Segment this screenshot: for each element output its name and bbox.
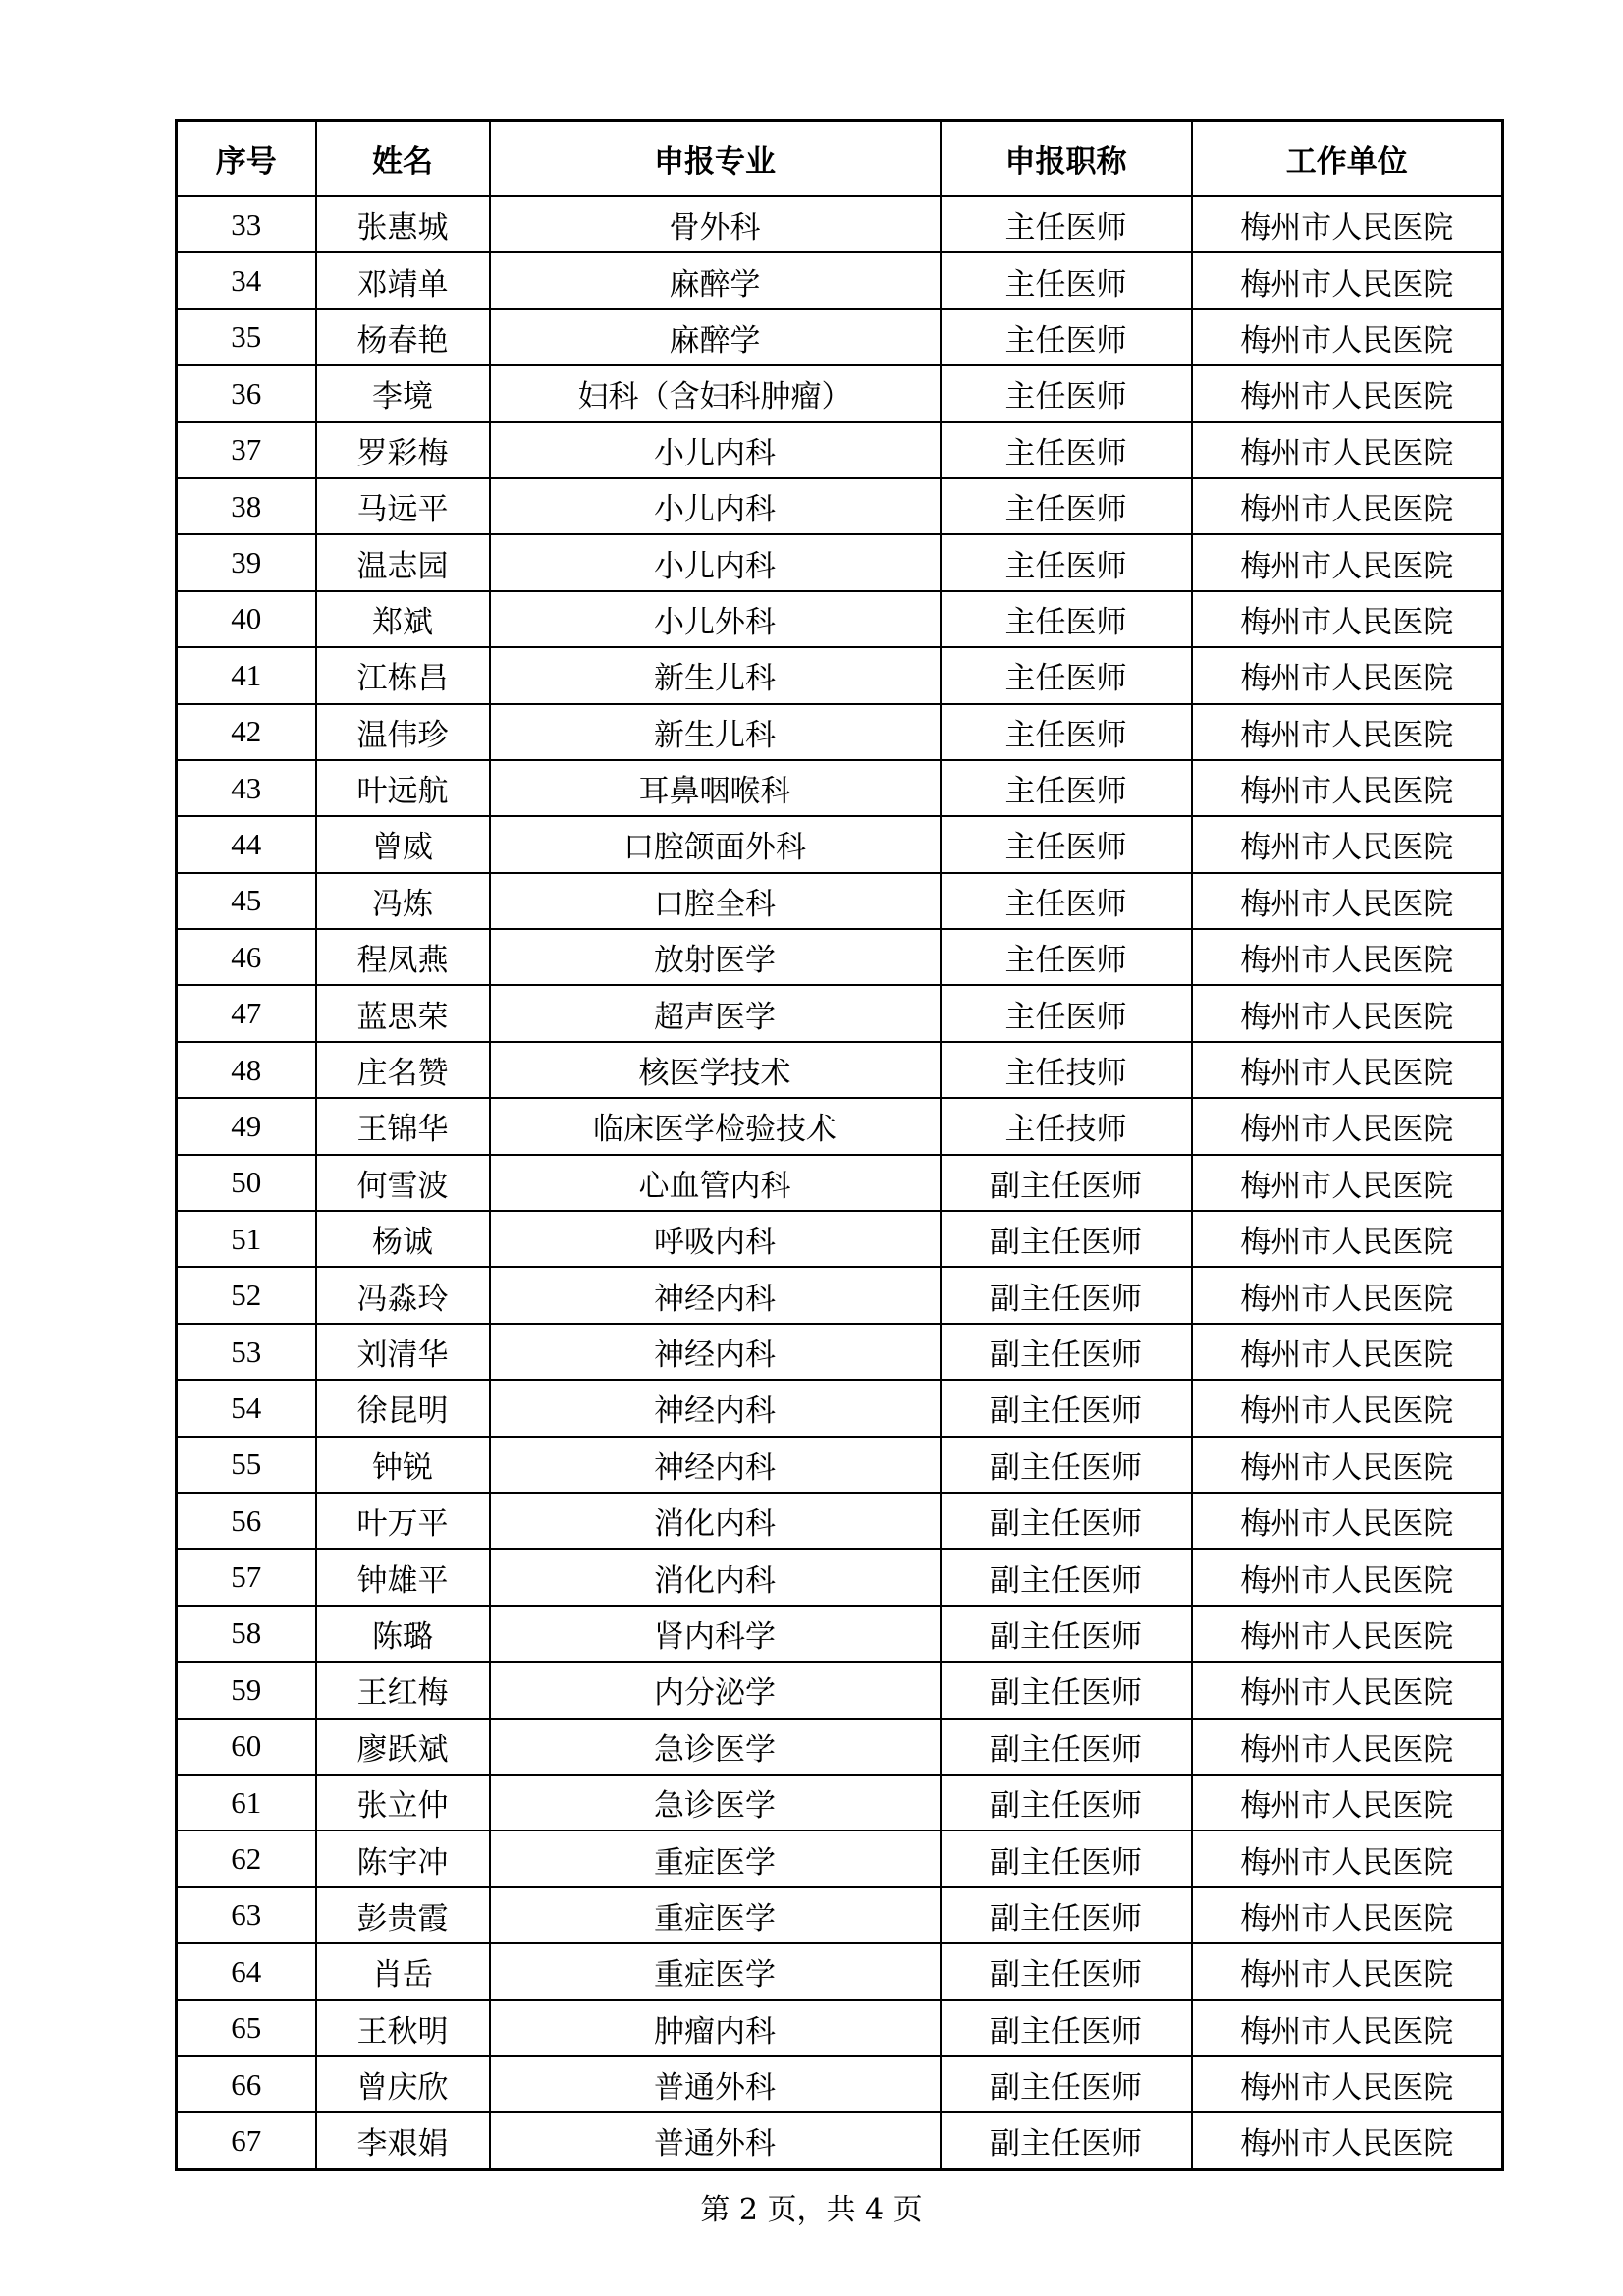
cell-serial-number: 65: [177, 2000, 316, 2056]
cell-major: 耳鼻咽喉科: [490, 760, 941, 816]
table-row: [177, 1042, 1503, 1098]
cell-major: 消化内科: [490, 1493, 941, 1549]
table-row: [177, 1775, 1503, 1831]
cell-work-unit: 梅州市人民医院: [1192, 1549, 1503, 1605]
cell-title: 副主任医师: [941, 1662, 1192, 1718]
cell-serial-number: 66: [177, 2056, 316, 2112]
cell-serial-number: 67: [177, 2112, 316, 2169]
cell-title: 副主任医师: [941, 1887, 1192, 1943]
header-title: 申报职称: [941, 121, 1192, 197]
cell-work-unit: 梅州市人民医院: [1192, 196, 1503, 252]
cell-name: 钟雄平: [316, 1549, 490, 1605]
cell-serial-number: 41: [177, 647, 316, 703]
cell-title: 主任医师: [941, 252, 1192, 308]
cell-serial-number: 53: [177, 1324, 316, 1380]
cell-major: 口腔颌面外科: [490, 816, 941, 872]
cell-name: 张惠城: [316, 196, 490, 252]
table-row: [177, 2056, 1503, 2112]
cell-work-unit: 梅州市人民医院: [1192, 1437, 1503, 1493]
cell-major: 重症医学: [490, 1831, 941, 1886]
cell-title: 副主任医师: [941, 1549, 1192, 1605]
table-row: [177, 873, 1503, 929]
cell-name: 张立仲: [316, 1775, 490, 1831]
cell-major: 普通外科: [490, 2112, 941, 2169]
cell-major: 小儿内科: [490, 422, 941, 478]
cell-major: 麻醉学: [490, 252, 941, 308]
cell-major: 急诊医学: [490, 1719, 941, 1775]
cell-work-unit: 梅州市人民医院: [1192, 816, 1503, 872]
cell-serial-number: 56: [177, 1493, 316, 1549]
header-serial-number: 序号: [177, 121, 316, 197]
cell-title: 主任医师: [941, 647, 1192, 703]
cell-name: 廖跃斌: [316, 1719, 490, 1775]
table-row: [177, 704, 1503, 760]
cell-major: 临床医学检验技术: [490, 1098, 941, 1154]
cell-serial-number: 55: [177, 1437, 316, 1493]
cell-serial-number: 44: [177, 816, 316, 872]
cell-serial-number: 34: [177, 252, 316, 308]
cell-title: 主任医师: [941, 534, 1192, 590]
table-row: [177, 1437, 1503, 1493]
cell-name: 李境: [316, 365, 490, 421]
cell-work-unit: 梅州市人民医院: [1192, 1887, 1503, 1943]
cell-serial-number: 59: [177, 1662, 316, 1718]
cell-work-unit: 梅州市人民医院: [1192, 1719, 1503, 1775]
cell-serial-number: 38: [177, 478, 316, 534]
cell-title: 副主任医师: [941, 1831, 1192, 1886]
cell-name: 蓝思荣: [316, 985, 490, 1041]
cell-name: 李艰娟: [316, 2112, 490, 2169]
cell-major: 口腔全科: [490, 873, 941, 929]
cell-major: 放射医学: [490, 929, 941, 985]
table-row: [177, 1831, 1503, 1886]
table-row: [177, 760, 1503, 816]
cell-title: 副主任医师: [941, 1211, 1192, 1267]
cell-major: 麻醉学: [490, 309, 941, 365]
cell-serial-number: 58: [177, 1606, 316, 1662]
cell-major: 神经内科: [490, 1437, 941, 1493]
table-row: [177, 196, 1503, 252]
cell-name: 叶万平: [316, 1493, 490, 1549]
roster-table: [175, 119, 1504, 2171]
cell-work-unit: 梅州市人民医院: [1192, 1380, 1503, 1436]
header-name: 姓名: [316, 121, 490, 197]
cell-serial-number: 36: [177, 365, 316, 421]
cell-major: 骨外科: [490, 196, 941, 252]
cell-work-unit: 梅州市人民医院: [1192, 985, 1503, 1041]
cell-title: 主任医师: [941, 704, 1192, 760]
cell-work-unit: 梅州市人民医院: [1192, 1606, 1503, 1662]
cell-work-unit: 梅州市人民医院: [1192, 760, 1503, 816]
cell-title: 主任医师: [941, 985, 1192, 1041]
cell-title: 副主任医师: [941, 1943, 1192, 1999]
cell-name: 马远平: [316, 478, 490, 534]
cell-title: 主任医师: [941, 478, 1192, 534]
cell-name: 曾庆欣: [316, 2056, 490, 2112]
cell-title: 副主任医师: [941, 2112, 1192, 2169]
cell-major: 重症医学: [490, 1887, 941, 1943]
cell-name: 陈璐: [316, 1606, 490, 1662]
table-row: [177, 1324, 1503, 1380]
cell-serial-number: 62: [177, 1831, 316, 1886]
cell-serial-number: 33: [177, 196, 316, 252]
cell-name: 温志园: [316, 534, 490, 590]
cell-name: 何雪波: [316, 1155, 490, 1211]
cell-title: 主任医师: [941, 760, 1192, 816]
table-row: [177, 591, 1503, 647]
cell-major: 超声医学: [490, 985, 941, 1041]
cell-major: 重症医学: [490, 1943, 941, 1999]
cell-title: 副主任医师: [941, 1493, 1192, 1549]
cell-name: 庄名赞: [316, 1042, 490, 1098]
cell-serial-number: 39: [177, 534, 316, 590]
cell-name: 江栋昌: [316, 647, 490, 703]
cell-name: 王秋明: [316, 2000, 490, 2056]
cell-serial-number: 52: [177, 1267, 316, 1323]
cell-serial-number: 51: [177, 1211, 316, 1267]
cell-major: 新生儿科: [490, 647, 941, 703]
cell-title: 主任技师: [941, 1042, 1192, 1098]
header-major: 申报专业: [490, 121, 941, 197]
table-row: [177, 1267, 1503, 1323]
cell-work-unit: 梅州市人民医院: [1192, 365, 1503, 421]
cell-work-unit: 梅州市人民医院: [1192, 1155, 1503, 1211]
cell-major: 神经内科: [490, 1267, 941, 1323]
cell-serial-number: 57: [177, 1549, 316, 1605]
cell-work-unit: 梅州市人民医院: [1192, 1324, 1503, 1380]
table-row: [177, 1662, 1503, 1718]
cell-serial-number: 47: [177, 985, 316, 1041]
table-row: [177, 309, 1503, 365]
cell-title: 副主任医师: [941, 1437, 1192, 1493]
cell-work-unit: 梅州市人民医院: [1192, 1493, 1503, 1549]
table-row: [177, 1943, 1503, 1999]
cell-work-unit: 梅州市人民医院: [1192, 2112, 1503, 2169]
cell-name: 温伟珍: [316, 704, 490, 760]
cell-name: 杨春艳: [316, 309, 490, 365]
cell-work-unit: 梅州市人民医院: [1192, 1775, 1503, 1831]
table-row: [177, 1549, 1503, 1605]
cell-title: 副主任医师: [941, 2000, 1192, 2056]
cell-title: 副主任医师: [941, 1775, 1192, 1831]
page-footer: 第 2 页，共 4 页: [700, 2193, 923, 2227]
cell-major: 肿瘤内科: [490, 2000, 941, 2056]
cell-name: 钟锐: [316, 1437, 490, 1493]
cell-work-unit: 梅州市人民医院: [1192, 1211, 1503, 1267]
table-row: [177, 1098, 1503, 1154]
cell-serial-number: 37: [177, 422, 316, 478]
cell-serial-number: 50: [177, 1155, 316, 1211]
cell-name: 邓靖单: [316, 252, 490, 308]
cell-title: 主任医师: [941, 365, 1192, 421]
table-row: [177, 1211, 1503, 1267]
cell-name: 刘清华: [316, 1324, 490, 1380]
cell-title: 副主任医师: [941, 1606, 1192, 1662]
table-row: [177, 2000, 1503, 2056]
cell-work-unit: 梅州市人民医院: [1192, 1098, 1503, 1154]
cell-serial-number: 46: [177, 929, 316, 985]
cell-work-unit: 梅州市人民医院: [1192, 647, 1503, 703]
header-row: [177, 121, 1503, 197]
cell-name: 肖岳: [316, 1943, 490, 1999]
cell-name: 冯炼: [316, 873, 490, 929]
cell-major: 妇科（含妇科肿瘤）: [490, 365, 941, 421]
cell-major: 小儿内科: [490, 534, 941, 590]
cell-work-unit: 梅州市人民医院: [1192, 591, 1503, 647]
cell-major: 新生儿科: [490, 704, 941, 760]
cell-name: 罗彩梅: [316, 422, 490, 478]
cell-serial-number: 35: [177, 309, 316, 365]
cell-title: 副主任医师: [941, 2056, 1192, 2112]
cell-major: 内分泌学: [490, 1662, 941, 1718]
cell-work-unit: 梅州市人民医院: [1192, 1943, 1503, 1999]
cell-serial-number: 45: [177, 873, 316, 929]
cell-major: 普通外科: [490, 2056, 941, 2112]
cell-serial-number: 60: [177, 1719, 316, 1775]
cell-major: 心血管内科: [490, 1155, 941, 1211]
table-row: [177, 1719, 1503, 1775]
roster-body: [177, 196, 1503, 2169]
cell-title: 主任医师: [941, 929, 1192, 985]
cell-work-unit: 梅州市人民医院: [1192, 2056, 1503, 2112]
table-row: [177, 1493, 1503, 1549]
table-row: [177, 2112, 1503, 2169]
cell-serial-number: 54: [177, 1380, 316, 1436]
cell-name: 彭贵霞: [316, 1887, 490, 1943]
table-row: [177, 647, 1503, 703]
cell-title: 副主任医师: [941, 1267, 1192, 1323]
cell-title: 主任医师: [941, 591, 1192, 647]
cell-major: 小儿内科: [490, 478, 941, 534]
cell-major: 急诊医学: [490, 1775, 941, 1831]
cell-title: 主任技师: [941, 1098, 1192, 1154]
cell-title: 主任医师: [941, 196, 1192, 252]
cell-name: 杨诚: [316, 1211, 490, 1267]
cell-major: 小儿外科: [490, 591, 941, 647]
table-row: [177, 365, 1503, 421]
cell-name: 叶远航: [316, 760, 490, 816]
cell-work-unit: 梅州市人民医院: [1192, 478, 1503, 534]
cell-work-unit: 梅州市人民医院: [1192, 873, 1503, 929]
table-row: [177, 478, 1503, 534]
cell-title: 副主任医师: [941, 1719, 1192, 1775]
cell-major: 肾内科学: [490, 1606, 941, 1662]
cell-work-unit: 梅州市人民医院: [1192, 1042, 1503, 1098]
cell-serial-number: 49: [177, 1098, 316, 1154]
cell-work-unit: 梅州市人民医院: [1192, 929, 1503, 985]
cell-work-unit: 梅州市人民医院: [1192, 1267, 1503, 1323]
header-work-unit: 工作单位: [1192, 121, 1503, 197]
table-row: [177, 1887, 1503, 1943]
cell-name: 王红梅: [316, 1662, 490, 1718]
cell-title: 主任医师: [941, 309, 1192, 365]
table-row: [177, 985, 1503, 1041]
cell-serial-number: 40: [177, 591, 316, 647]
table-row: [177, 1380, 1503, 1436]
cell-major: 神经内科: [490, 1324, 941, 1380]
table-row: [177, 929, 1503, 985]
cell-work-unit: 梅州市人民医院: [1192, 422, 1503, 478]
cell-work-unit: 梅州市人民医院: [1192, 534, 1503, 590]
cell-serial-number: 61: [177, 1775, 316, 1831]
cell-work-unit: 梅州市人民医院: [1192, 2000, 1503, 2056]
table-row: [177, 1606, 1503, 1662]
cell-title: 主任医师: [941, 873, 1192, 929]
cell-serial-number: 43: [177, 760, 316, 816]
cell-name: 冯淼玲: [316, 1267, 490, 1323]
cell-work-unit: 梅州市人民医院: [1192, 704, 1503, 760]
cell-major: 核医学技术: [490, 1042, 941, 1098]
cell-title: 副主任医师: [941, 1380, 1192, 1436]
cell-name: 徐昆明: [316, 1380, 490, 1436]
cell-serial-number: 63: [177, 1887, 316, 1943]
cell-serial-number: 64: [177, 1943, 316, 1999]
table-row: [177, 534, 1503, 590]
cell-serial-number: 48: [177, 1042, 316, 1098]
table-row: [177, 1155, 1503, 1211]
cell-work-unit: 梅州市人民医院: [1192, 1662, 1503, 1718]
cell-name: 郑斌: [316, 591, 490, 647]
cell-name: 曾威: [316, 816, 490, 872]
cell-work-unit: 梅州市人民医院: [1192, 309, 1503, 365]
cell-name: 陈宇冲: [316, 1831, 490, 1886]
cell-major: 呼吸内科: [490, 1211, 941, 1267]
cell-major: 神经内科: [490, 1380, 941, 1436]
table-row: [177, 816, 1503, 872]
cell-name: 王锦华: [316, 1098, 490, 1154]
table-row: [177, 422, 1503, 478]
table-row: [177, 252, 1503, 308]
cell-name: 程凤燕: [316, 929, 490, 985]
cell-work-unit: 梅州市人民医院: [1192, 252, 1503, 308]
cell-title: 副主任医师: [941, 1324, 1192, 1380]
cell-title: 主任医师: [941, 422, 1192, 478]
cell-work-unit: 梅州市人民医院: [1192, 1831, 1503, 1886]
cell-title: 主任医师: [941, 816, 1192, 872]
cell-serial-number: 42: [177, 704, 316, 760]
cell-major: 消化内科: [490, 1549, 941, 1605]
cell-title: 副主任医师: [941, 1155, 1192, 1211]
